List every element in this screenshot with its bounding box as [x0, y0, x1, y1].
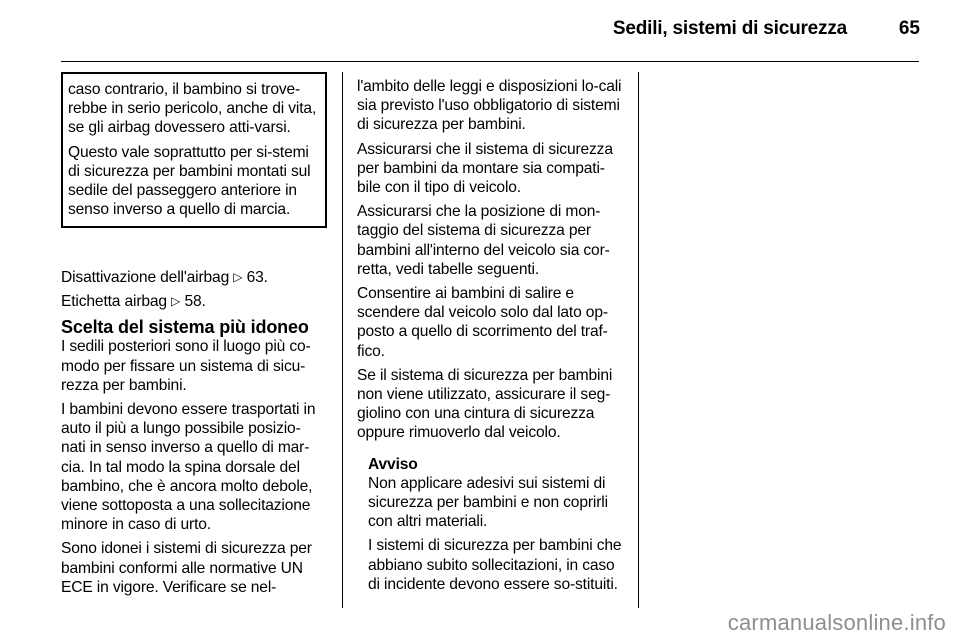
notice-title: Avviso [368, 455, 418, 473]
paragraph-2: I bambini devono essere trasportati in auto il più a lungo possibile posizio-nati in senso inverso a quello di mar-cia. In tal modo la spina dorsale del bambino, che è ancora molto debole, viene sottoposta a una sollecitazione minore in caso di urto. [61, 401, 316, 534]
paragraph-5: Assicurarsi che il sistema di sicurezza per bambini da montare sia compati-bile con il tipo di veicolo. [357, 140, 613, 197]
column-divider-1 [342, 72, 343, 608]
arrow-right-icon: ▷ [171, 294, 181, 309]
warning-box [61, 72, 327, 228]
paragraph-3: Sono idonei i sistemi di sicurezza per bambini conformi alle normative UN ECE in vigore. Verificare se nel- [61, 540, 312, 596]
paragraph-4: l'ambito delle leggi e disposizioni lo-cali sia previsto l'uso obbligatorio di sistemi di sicurezza per bambini. [357, 78, 622, 134]
notice-paragraph-2: I sistemi di sicurezza per bambini che abbiano subito sollecitazioni, in caso di incidente devono essere so-stituiti. [368, 537, 622, 593]
page-header-title: Sedili, sistemi di sicurezza [612, 18, 847, 39]
section-heading: Scelta del sistema più idoneo [61, 317, 309, 338]
arrow-right-icon: ▷ [233, 270, 243, 284]
warning-paragraph-2: Questo vale soprattutto per si-stemi di sicurezza per bambini montati sul sedile del passeggero anteriore in senso inverso a quello di marcia. [68, 143, 311, 219]
notice-paragraph-1: Non applicare adesivi sui sistemi di sicurezza per bambini e non coprirli con altri materiali. [368, 474, 608, 531]
column-1 [61, 268, 325, 602]
reference-airbag-deactivation[interactable]: Disattivazione dell'airbag ▷ 63. [61, 269, 268, 286]
page-number: 65 [898, 18, 920, 39]
warning-paragraph-1: caso contrario, il bambino si trove-rebbe in serio pericolo, anche di vita, se gli airbag dovessero atti-varsi. [68, 81, 317, 137]
column-2 [357, 77, 623, 599]
paragraph-1: I sedili posteriori sono il luogo più co-modo per fissare un sistema di sicu-rezza per bambini. [61, 338, 311, 394]
watermark: carmanualsonline.info [727, 610, 946, 635]
paragraph-6: Assicurarsi che la posizione di mon-taggio del sistema di sicurezza per bambini all'interno del veicolo sia cor-retta, vedi tabelle seguenti. [357, 203, 610, 278]
notice-block [357, 455, 623, 594]
reference-airbag-label[interactable]: Etichetta airbag ▷ 58. [61, 293, 206, 311]
paragraph-7: Consentire ai bambini di salire e scendere dal veicolo solo dal lato op-posto a quello di scorrimento del traf-fico. [357, 285, 608, 360]
header-divider [61, 61, 919, 62]
paragraph-8: Se il sistema di sicurezza per bambini non viene utilizzato, assicurare il seg-giolino con una cintura di sicurezza oppure rimuoverlo dal veicolo. [357, 366, 613, 442]
column-divider-2 [638, 72, 639, 608]
